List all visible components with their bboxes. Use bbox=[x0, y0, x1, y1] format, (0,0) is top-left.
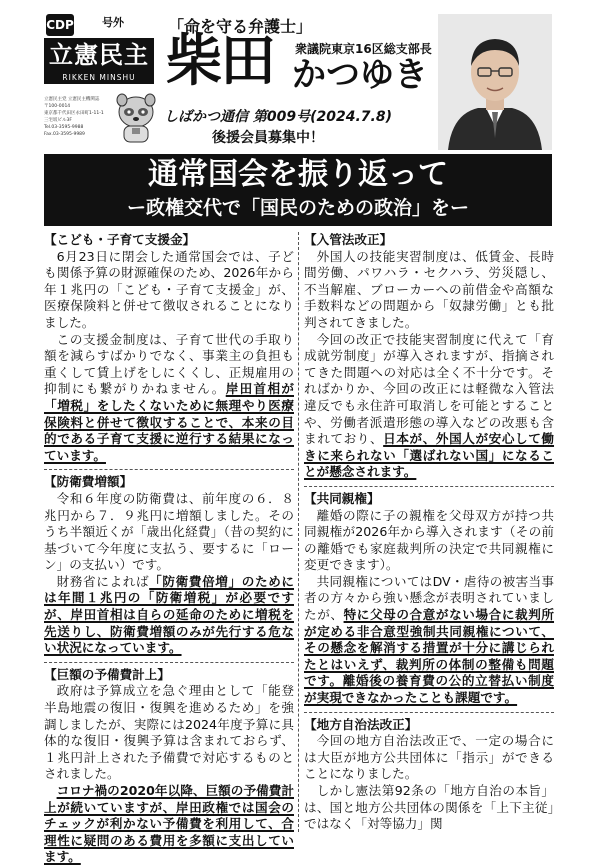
mascot-icon bbox=[112, 92, 160, 144]
emphasis-text: 特に父母の合意がない場合に裁判所が定める非合意型強制共同親権について、その懸念を解消する措置が十分に講じられたとはいえず、裁判所の体制の整備も問題です。離婚後の養育費の公的立替払い制度が実現できなかったことも課題です。 bbox=[304, 607, 555, 706]
tagline: 「命を守る弁護士」 bbox=[168, 17, 313, 36]
paragraph: 政府は予算成立を急ぐ理由として「能登半島地震の復旧・復興を進めるため」を強調しましたが、実際には2024年度予算に具体的な復旧・復興予算は含まれておらず、１兆円計上された予備費で対応するものとされました。 bbox=[44, 683, 294, 782]
section-title-joint-custody: 【共同親権】 bbox=[304, 490, 380, 506]
section-title-immigration: 【入管法改正】 bbox=[304, 232, 393, 247]
emphasis-paragraph: コロナ禍の2020年以降、巨額の予備費計上が続いていますが、岸田政権では国会のチェックが利かない予備費を利用して、合理性に疑問のある費用を多額に支出しています。 bbox=[44, 783, 294, 865]
emphasis-text: 岸田首相が「増税」をしたくないために無理やり医療保険料と併せて徴収することで、本来の目的である子育て支援に逆行する結果になっています。 bbox=[44, 381, 294, 463]
candidate-name: 柴田 bbox=[166, 29, 274, 94]
party-mark-logo: CDP bbox=[46, 14, 74, 36]
paragraph: しかし憲法第92条の「地方自治の本旨」は、国と地方公共団体の関係を「上下主従」ではなく「対等協力」関 bbox=[304, 783, 554, 832]
extra-edition-label: 号外 bbox=[102, 16, 124, 29]
section-divider bbox=[44, 469, 294, 470]
section-title-defense: 【防衛費増額】 bbox=[44, 474, 133, 490]
paragraph: 6月23日に閉会した通常国会では、子ども関係予算の財源確保のため、2026年から年１兆円の「こども・子育て支援金」が、医療保険料と併せて徴収されることになりました。 bbox=[44, 248, 294, 330]
paragraph bbox=[304, 332, 554, 481]
paragraph: 外国人の技能実習制度は、低賃金、長時間労働、パワハラ・セクハラ、労災隠し、不当解雇、ブローカーへの前借金や高額な手数料などの問題から「奴隷労働」とも批判されてきました。 bbox=[304, 248, 554, 330]
headline-subtitle: ー政権交代で「国民のための政治」をー bbox=[126, 197, 469, 219]
paragraph-text: 共同親権についてはDV・虐待の被害当事者の方々から強い懸念が表明されていましたが、 bbox=[304, 573, 554, 623]
party-name-logo: 立憲民主 bbox=[44, 38, 154, 72]
publisher-info bbox=[44, 96, 114, 138]
section-divider bbox=[44, 662, 294, 663]
supporter-recruit-notice: 後援会員募集中！ bbox=[212, 130, 324, 146]
paragraph: 令和６年度の防衛費は、前年度の６．８兆円から７．９兆円に増額しました。そのうち半額近くが「歳出化経費」（昔の契約に基づいて今年度に支払う、要するに「ローン」の支払い）です。 bbox=[44, 490, 294, 573]
section-title-reserve-fund: 【巨額の予備費計上】 bbox=[44, 666, 170, 682]
publisher-line: Fax.03-3595-9989 bbox=[44, 132, 85, 137]
publisher-line: 〒100-0014 bbox=[44, 104, 71, 109]
column-divider bbox=[298, 232, 299, 832]
paragraph bbox=[304, 574, 554, 707]
paragraph: 今回の地方自治法改正で、一定の場合には大臣が地方公共団体に「指示」ができることになりました。 bbox=[304, 733, 554, 782]
party-roman-name: RIKKEN MINSHU bbox=[44, 72, 154, 84]
paragraph bbox=[44, 332, 294, 465]
candidate-position: 衆議院東京16区総支部長 bbox=[295, 42, 432, 56]
issue-number: しばかつ通信 第009号(2024.7.8) bbox=[164, 109, 392, 125]
right-column bbox=[304, 232, 554, 833]
emphasis-text: 「防衛費倍増」のためには年間１兆円の「防衛増税」が必要ですが、岸田首相は自らの延命のために増税を先送りし、防衛費増額のみが先行する危ない状況になっています。 bbox=[44, 573, 295, 656]
publisher-line: 東京都千代田区永田町1-11-1 bbox=[44, 111, 104, 116]
publisher-line: 立憲民主党 立憲民主機関誌 bbox=[44, 97, 100, 102]
paragraph-text: 今回の改正で技能実習制度に代えて「育成就労制度」が導入されますが、指摘されてきた問題への対応は全く不十分です。そればかりか、今回の改正には軽微な入管法違反でも永住許可取消しを可能とすることや、労働者派遣形態の導入などの改悪も含まれており、 bbox=[304, 331, 554, 447]
paragraph bbox=[44, 574, 294, 657]
emphasis-text: 日本が、外国人が安心して働きに来られない「選ばれない国」になることが懸念されます。 bbox=[304, 431, 555, 480]
headline-title: 通常国会を振り返って bbox=[148, 157, 448, 192]
section-divider bbox=[304, 486, 554, 487]
section-divider bbox=[304, 712, 554, 713]
paragraph-text: 財務省によれば bbox=[56, 573, 150, 589]
paragraph-text: この支援金制度は、子育て世代の手取り額を減らすばかりでなく、事業主の負担も重くして賃上げをしにくくし、正規雇用の抑制にも繋がりかねません。 bbox=[44, 331, 294, 397]
section-title-child-support: 【こども・子育て支援金】 bbox=[44, 232, 196, 247]
section-title-local-autonomy: 【地方自治法改正】 bbox=[304, 716, 418, 732]
paragraph: 離婚の際に子の親権を父母双方が持つ共同親権が2026年から導入されます（その前の離婚でも家庭裁判所の決定で共同親権に変更できます）。 bbox=[304, 507, 554, 573]
publisher-line: 三宅坂ビル3F bbox=[44, 118, 72, 123]
publisher-line: Tel.03-3595-9988 bbox=[44, 125, 84, 130]
left-column bbox=[44, 232, 294, 866]
candidate-name-kana: かつゆき bbox=[292, 55, 428, 95]
candidate-portrait bbox=[438, 14, 552, 150]
